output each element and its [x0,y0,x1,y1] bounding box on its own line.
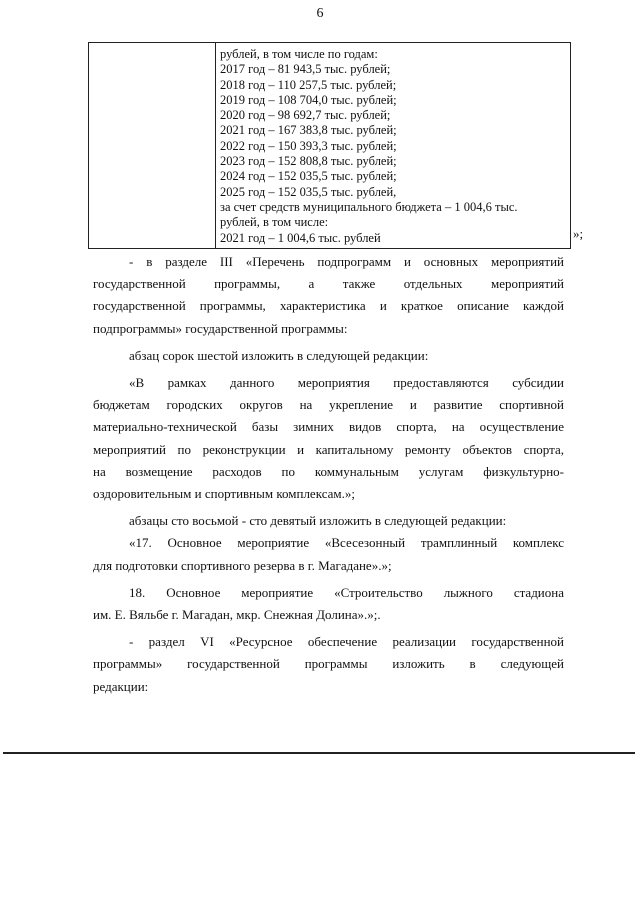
table-line: 2018 год – 110 257,5 тыс. рублей; [220,77,397,92]
table-line: 2022 год – 150 393,3 тыс. рублей; [220,138,397,153]
text-line: - в разделе III «Перечень подпрограмм и основных мероприятий [129,254,564,269]
text-line: абзац сорок шестой изложить в следующей редакции: [129,347,429,363]
paragraph-section-iii [93,251,564,340]
paragraph-abzac-46 [93,345,564,367]
document-body [93,251,564,698]
table-line: рублей, в том числе: [220,215,329,230]
paragraph-quote-subsidies [93,372,564,505]
table-right-cell [216,43,571,249]
text-line: мероприятий по реконструкции и капитальному ремонту объектов спорта, [93,441,564,457]
text-line: подпрограммы» государственной программы: [93,320,348,336]
budget-table [88,42,571,249]
text-line: на возмещение расходов по коммунальным услугам физкультурно- [93,463,564,479]
text-line: для подготовки спортивного резерва в г. Магадане».»; [93,557,392,573]
table-line: за счет средств муниципального бюджета – 1 004,6 тыс. [220,199,518,214]
paragraph-abzacy-108-109 [93,510,564,532]
table-closing-mark: »; [573,226,584,241]
text-line: редакции: [93,678,149,694]
paragraph-item-17 [93,532,564,576]
text-line: абзацы сто восьмой - сто девятый изложить в следующей редакции: [129,513,507,529]
table-line: рублей, в том числе по годам: [220,47,378,61]
table-left-cell [89,43,216,249]
paragraph-item-18 [93,582,564,626]
text-line: им. Е. Вяльбе г. Магадан, мкр. Снежная Долина».»;. [93,607,381,623]
bottom-divider [3,752,635,754]
table-line: 2020 год – 98 692,7 тыс. рублей; [220,108,391,123]
text-line: «В рамках данного мероприятия предоставляются субсидии [129,375,564,391]
table-line: 2017 год – 81 943,5 тыс. рублей; [220,62,391,77]
page-number: 6 [316,6,324,21]
text-line: оздоровительным и спортивным комплексам.»; [93,486,355,502]
table-line: 2025 год – 152 035,5 тыс. рублей, [220,184,397,199]
table-line: 2023 год – 152 808,8 тыс. рублей; [220,154,397,169]
text-line: программы» государственной программы изложить в следующей [93,656,564,672]
text-line: бюджетам городских округов на укрепление и развитие спортивной [93,397,564,413]
table-line: 2021 год – 1 004,6 тыс. рублей [220,230,381,245]
paragraph-section-vi [93,631,564,698]
text-line: материально-технической базы зимних видов спорта, на осуществление [93,419,564,435]
text-line: государственной программы, а также отдельных мероприятий [93,276,564,292]
text-line: - раздел VI «Ресурсное обеспечение реализации государственной [129,634,564,650]
text-line: государственной программы, характеристика и краткое описание каждой [93,298,564,314]
table-line: 2021 год – 167 383,8 тыс. рублей; [220,123,397,138]
text-line: 18. Основное мероприятие «Строительство лыжного стадиона [129,584,564,600]
table-line: 2024 год – 152 035,5 тыс. рублей; [220,169,397,184]
table-line: 2019 год – 108 704,0 тыс. рублей; [220,92,397,107]
text-line: «17. Основное мероприятие «Всесезонный трамплинный комплекс [129,535,564,551]
